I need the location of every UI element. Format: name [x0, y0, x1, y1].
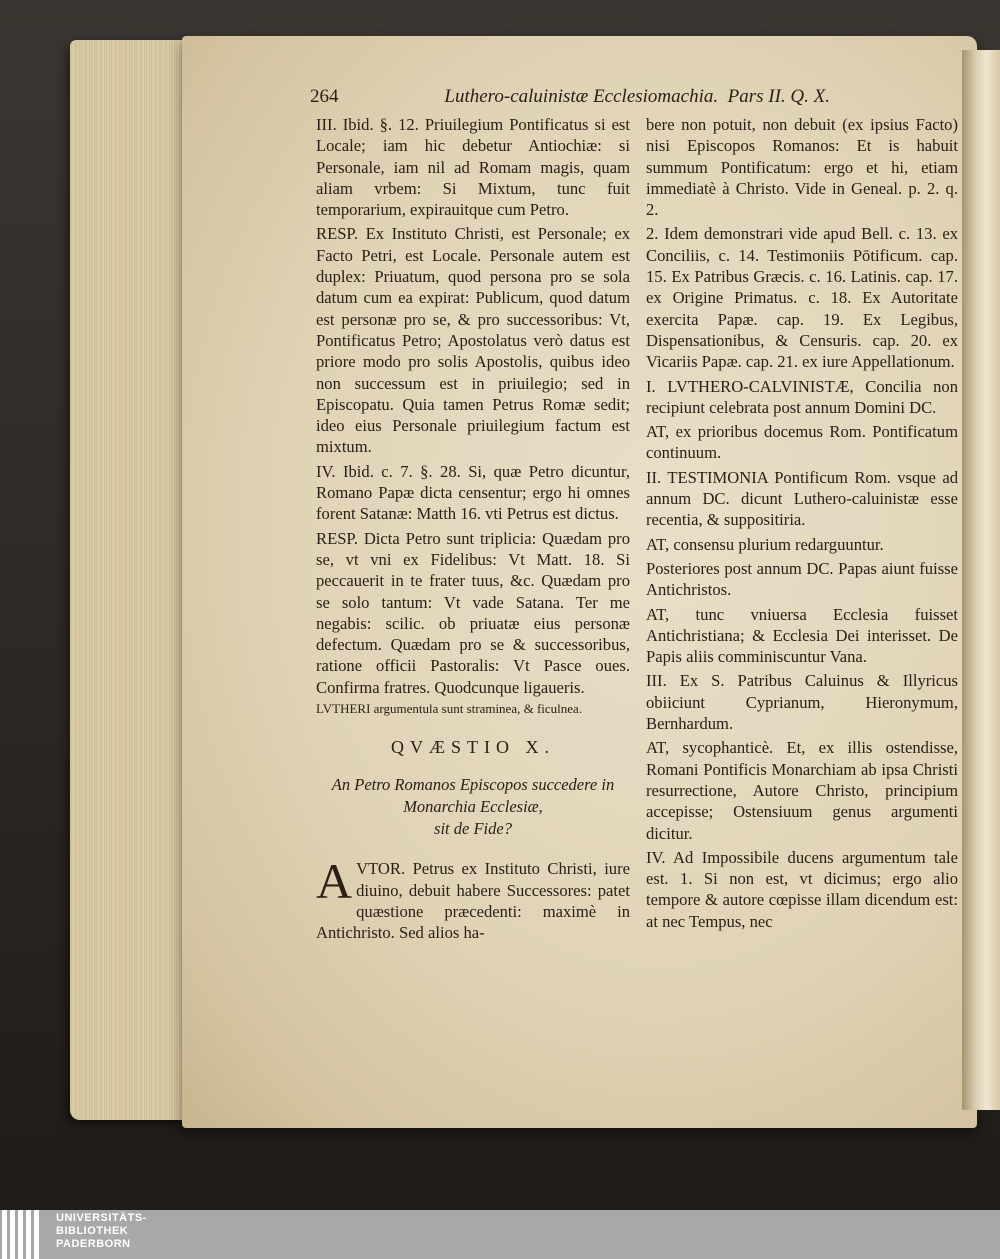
right-paragraph: 2. Idem demonstrari vide apud Bell. c. 13. ex Conciliis, c. 14. Testimoniis Pōtificum. cap. 15. Ex Patribus Græcis. c. 16. Latinis. cap. 17. ex Origine Primatus. c. 18. Ex Autoritate exercita Papæ. cap. 19. Ex Legibus, Dispensationibus, & Censuris. cap. 20. ex Vicariis Papæ. cap. 21. ex iure Appellationum. [646, 224, 958, 372]
right-paragraph: I. LVTHERO-CALVINISTÆ, Concilia non recipiunt celebrata post annum Domini DC. [646, 376, 958, 417]
book-gutter [962, 50, 1000, 1110]
library-footer [0, 1210, 1000, 1259]
left-paragraph: RESP. Ex Instituto Christi, est Personale; ex Facto Petri, est Locale. Personale autem est duplex: Priuatum, quod persona pro se sola datum cum ea expirat: Publicum, quod datum est personæ pro se, & pro successoribus: Vt, Pontificatus Petro; Apostolatus verò datus est priore modo pro solis Apostolis, quibus ideo non successum est in priuilegio; sed in Episcopatu. Quia tamen Petrus Romæ sedit; ideo eius Personale priuilegium factum est mixtum. [316, 224, 630, 457]
right-paragraph: IV. Ad Impossibile ducens argumentum tale est. 1. Si non est, vt dicimus; ergo alio tempore & autore cœpisse illam dicendum est: at nec Tempus, nec [646, 847, 958, 931]
right-paragraph: AT, consensu plurium redarguuntur. [646, 534, 884, 554]
book-page-edges [70, 40, 190, 1120]
question-opening-text: VTOR. Petrus ex Instituto Christi, iure diuino, debuit habere Successores: patet quæstione præcedenti: maximè in Antichristo. Sed alios ha- [316, 859, 630, 943]
running-title: Luthero-caluinistæ Ecclesiomachia. Pars II. Q. X. [444, 86, 830, 107]
right-paragraph: AT, ex prioribus docemus Rom. Pontificatum continuum. [646, 422, 958, 463]
right-paragraph: Posteriores post annum DC. Papas aiunt fuisse Antichristos. [646, 558, 958, 600]
left-column [316, 114, 630, 947]
question-opening [316, 853, 630, 943]
right-paragraph: bere non potuit, non debuit (ex ipsius Facto) nisi Episcopos Romanos: Et is habuit summum Pontificatum: ergo et hi, etiam immediatè à Christo. Vide in Geneal. p. 2. q. 2. [646, 115, 958, 220]
right-paragraph: AT, sycophanticè. Et, ex illis ostendisse, Romani Pontificis Monarchiam ab ipsa Christi resurrectione, Autore Christo, principium accepisse; Ostensiuum genus argumenti dicitur. [646, 738, 958, 843]
question-subtitle [316, 774, 630, 840]
library-name-line: PADERBORN [56, 1238, 131, 1250]
right-paragraph: II. TESTIMONIA Pontificum Rom. vsque ad annum DC. dicunt Luthero-caluinistæ esse recentia, & suppositiria. [646, 467, 958, 530]
left-paragraph: RESP. Dicta Petro sunt triplicia: Quædam pro se, vt vni ex Fidelibus: Vt Matt. 18. Si peccauerit in te frater tuus, &c. Quædam pro se solo tantum: Vt vade Satana. Ter me negabis: scilic. ob priuatæ eius personæ defectum. Quædam pro se & successoribus, ratione officii Pastoralis: Vt Pasce oues. Confirma fratres. Quodcunque ligaueris. [316, 528, 630, 697]
question-title: QVÆSTIO X. [390, 737, 555, 758]
library-logo-icon [0, 1210, 44, 1259]
left-paragraph: III. Ibid. §. 12. Priuilegium Pontificatus si est Locale; iam hic debetur Antiochiæ: si Personale, iam nil ad Romam magis, quam aliam vrbem: Si Mixtum, tunc fuit temporarium, expirauitque cum Petro. [316, 115, 630, 220]
right-paragraph: III. Ex S. Patribus Caluinus & Illyricus obiiciunt Cyprianum, Hieronymum, Bernhardum. [646, 671, 958, 734]
library-name-line: BIBLIOTHEK [56, 1225, 129, 1237]
library-name-line: UNIVERSITÄTS- [56, 1212, 147, 1224]
page-number: 264 [310, 86, 339, 107]
page-header [310, 86, 960, 110]
right-paragraph: AT, tunc vniuersa Ecclesia fuisset Antichristiana; & Ecclesia Dei interisset. De Papis aliis comminiscuntur Vana. [646, 604, 958, 667]
drop-cap: A [316, 853, 353, 910]
question-subtitle-line: An Petro Romanos Episcopos succedere in Monarchia Ecclesiæ, [331, 775, 615, 817]
right-column [646, 114, 958, 935]
question-subtitle-line: sit de Fide? [434, 819, 512, 839]
left-note: LVTHERI argumentula sunt straminea, & ficulnea. [316, 701, 583, 717]
library-name [56, 1212, 147, 1251]
left-paragraph: IV. Ibid. c. 7. §. 28. Si, quæ Petro dicuntur, Romano Papæ dicta censentur; ergo hi omnes forent Satanæ: Matth 16. vti Petrus est dictus. [316, 461, 630, 524]
